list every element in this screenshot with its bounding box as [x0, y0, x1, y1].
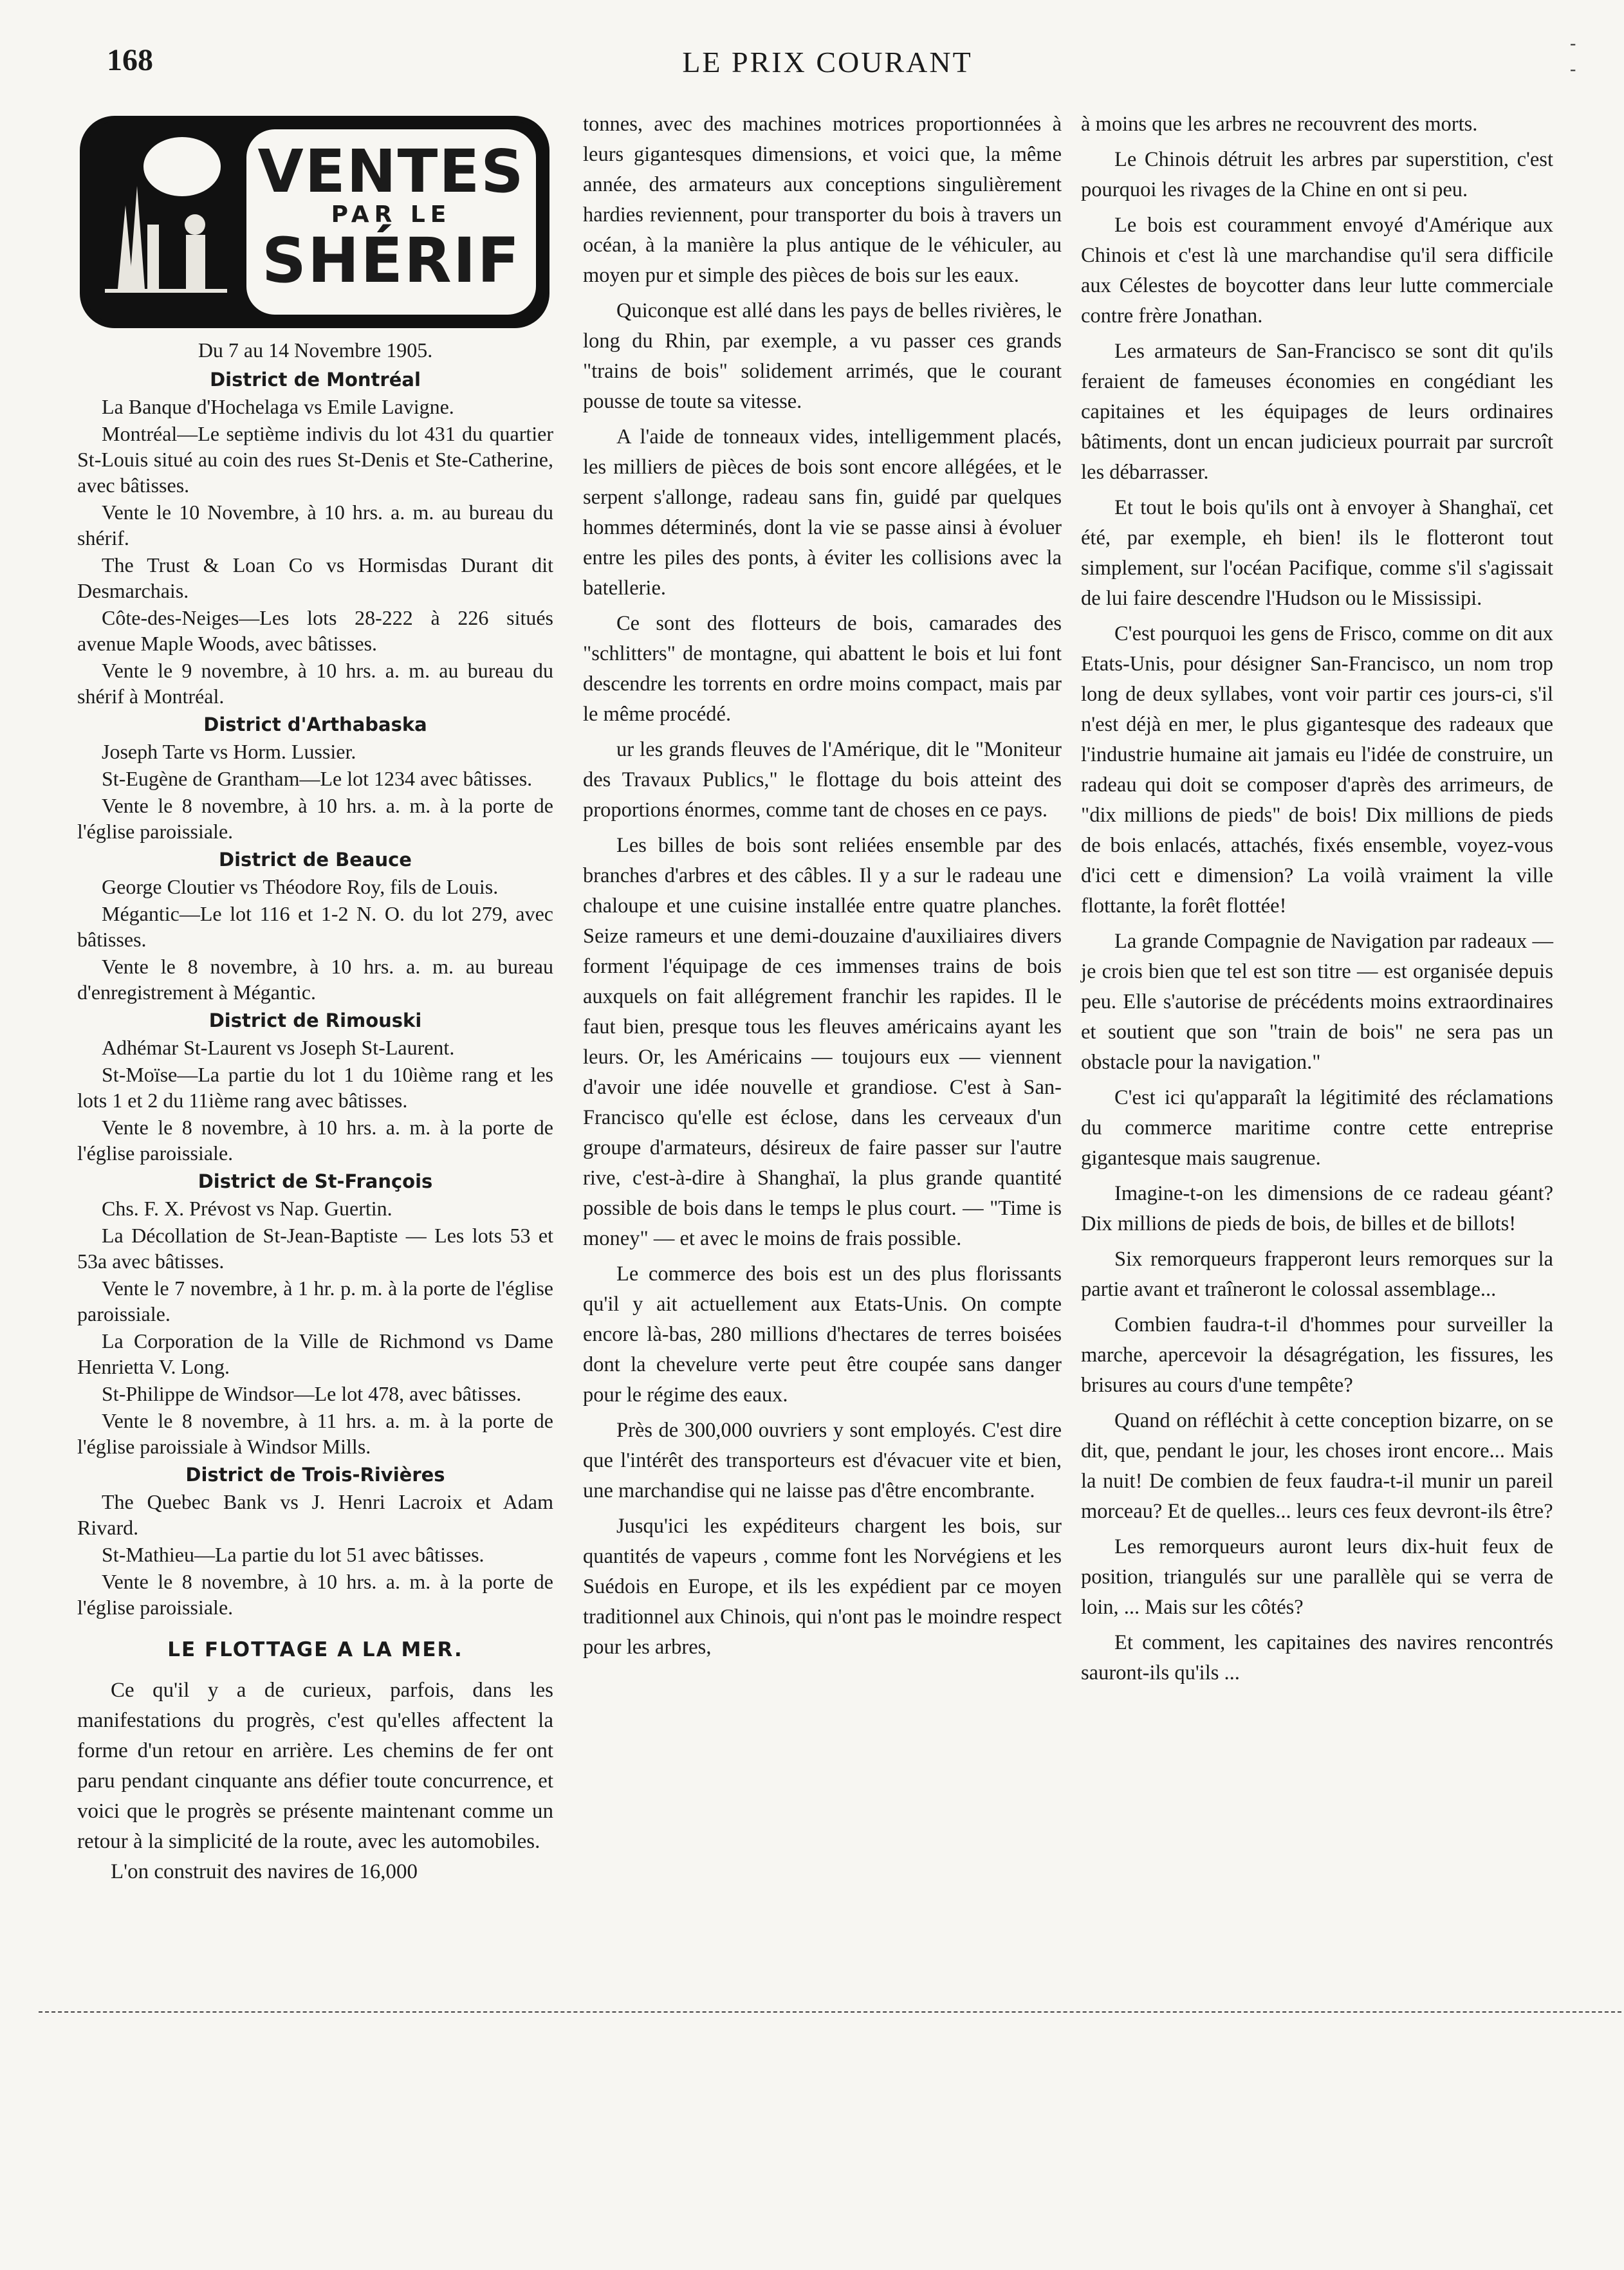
- district-heading: District d'Arthabaska: [203, 714, 427, 735]
- sale-paragraph: Vente le 8 novembre, à 10 hrs. a. m. à la porte de l'église paroissiale.: [77, 1570, 553, 1619]
- sale-paragraph: St-Philippe de Windsor—Le lot 478, avec bâtisses.: [102, 1382, 522, 1405]
- article-paragraph: C'est ici qu'apparaît la légitimité des réclamations du commerce maritime contre cette entreprise gigantesque mais saugrenue.: [1081, 1086, 1553, 1170]
- article-paragraph: Les billes de bois sont reliées ensemble par des branches d'arbres et des câbles. Il y a sur le radeau une chaloupe et une cuisine installée entre quatre planches. Seize rameurs et une demi-douzaine d'auxiliaires divers forment l'équipage de ces immenses trains de bois auxquels on fait allégrement franchir les rapides. Il le faut bien, presque tous les fleuves américains ayant les leurs. Or, les Américains — toujours eux — viennent d'avoir une idée nouvelle et grandiose. C'est à San-Francisco qu'elle est éclose, dans les cerveaux d'un groupe d'armateurs, désireux de faire passer sur l'autre rive, c'est-à-dire à Shanghaï, la plus grande quantité possible de bois dans le temps le plus court. — "Time is money" — et avec le moins de frais possible.: [583, 834, 1062, 1250]
- article-paragraph: Le commerce des bois est un des plus florissants qu'il y ait actuellement aux Etats-Unis. On compte encore là-bas, 280 millions d'hectares de terres boisées dont la chevelure verte peut être coupée sans danger pour le régime des eaux.: [583, 1262, 1062, 1407]
- article-paragraph: A l'aide de tonneaux vides, intelligemment placés, les milliers de pièces de bois sont encore allégées, et le serpent s'allonge, radeau sans fin, guidé par quelques hommes déterminés, dont la vie se passe ainsi à évoluer entre les piles des ponts, à éviter les collisions avec la batellerie.: [583, 425, 1062, 600]
- date-line: Du 7 au 14 Novembre 1905.: [198, 338, 433, 362]
- article-paragraph: Les armateurs de San-Francisco se sont dit qu'ils feraient de fameuses économies en congédiant les capitaines et les équipages de leurs ordinaires bâtiments, dont un encan judicieux pourrait par surcroît les débarrasser.: [1081, 340, 1553, 484]
- sale-paragraph: La Banque d'Hochelaga vs Emile Lavigne.: [102, 395, 454, 418]
- column-2: [583, 109, 1062, 1668]
- article-paragraph: Ce qu'il y a de curieux, parfois, dans les manifestations du progrès, c'est qu'elles affectent la forme d'un retour en arrière. Les chemins de fer ont paru pendant cinquante ans défier toute concurrence, et voici que le progrès se présente maintenant comme un retour à la simplicité de la route, avec les automobiles.: [77, 1679, 553, 1853]
- column-1: [77, 116, 553, 1887]
- sale-paragraph: St-Mathieu—La partie du lot 51 avec bâtisses.: [102, 1543, 484, 1566]
- sale-paragraph: Montréal—Le septième indivis du lot 431 du quartier St-Louis situé au coin des rues St-Denis et Ste-Catherine, avec bâtisses.: [77, 422, 553, 497]
- article-paragraph: Quand on réfléchit à cette conception bizarre, on se dit, que, pendant le jour, les choses iront encore... Mais la nuit! De combien de feux faudra-t-il munir un pareil morceau? Et de quelles... leurs ces feux devront-ils être?: [1081, 1409, 1553, 1523]
- article-paragraph: La grande Compagnie de Navigation par radeaux — je crois bien que tel est son titre — est organisée depuis peu. Elle s'autorise de précédents moins extraordinaires et soutient que son "train de bois" ne sera pas un obstacle pour la navigation.": [1081, 930, 1553, 1074]
- sale-paragraph: Chs. F. X. Prévost vs Nap. Guertin.: [102, 1197, 392, 1220]
- district-heading: District de Trois-Rivières: [185, 1464, 445, 1486]
- article-paragraph: Près de 300,000 ouvriers y sont employés. C'est dire que l'intérêt des transporteurs est d'évacuer vite et bien, une marchandise qui ne laisse pas d'être encombrante.: [583, 1419, 1062, 1502]
- district-heading: District de Beauce: [219, 849, 412, 871]
- banner-title-box: [246, 129, 536, 315]
- sale-paragraph: Vente le 8 novembre, à 10 hrs. a. m. au bureau d'enregistrement à Mégantic.: [77, 955, 553, 1004]
- sale-paragraph: Joseph Tarte vs Horm. Lussier.: [102, 740, 356, 763]
- banner-line-2: PAR LE: [331, 201, 452, 228]
- district-heading: District de Montréal: [210, 369, 421, 391]
- article-paragraph: Et comment, les capitaines des navires rencontrés sauront-ils qu'ils ...: [1081, 1631, 1553, 1684]
- sale-paragraph: Vente le 8 novembre, à 11 hrs. a. m. à la porte de l'église paroissiale à Windsor Mills.: [77, 1409, 553, 1458]
- fold-line: [39, 2011, 1621, 2013]
- sale-paragraph: The Trust & Loan Co vs Hormisdas Durant dit Desmarchais.: [77, 553, 553, 602]
- sale-paragraph: Vente le 7 novembre, à 1 hr. p. m. à la porte de l'église paroissiale.: [77, 1277, 553, 1325]
- article-paragraph: tonnes, avec des machines motrices proportionnées à leurs gigantesques dimensions, et voici que, la même année, des armateurs aux conceptions singulièrement hardies reviennent, pour transporter du bois à travers un océan, à la manière la plus antique de le véhiculer, au moyen pur et simple des pièces de bois sur les eaux.: [583, 113, 1062, 287]
- sheriff-sales-banner: [80, 116, 549, 328]
- article-paragraph: L'on construit des navires de 16,000: [111, 1860, 418, 1883]
- article-paragraph: ur les grands fleuves de l'Amérique, dit le "Moniteur des Travaux Publics," le flottage du bois atteint des proportions énormes, comme tant de choses en ce pays.: [583, 738, 1062, 822]
- column-3: [1081, 109, 1553, 1693]
- article-paragraph: C'est pourquoi les gens de Frisco, comme on dit aux Etats-Unis, pour désigner San-Francisco, un nom trop long de deux syllabes, vont voir partir ces jours-ci, s'il n'est déjà en mer, le plus gigantesque des radeaux que l'industrie humaine ait jamais eu l'idée de construire, un radeau qui doit se composer d'après des arrimeurs, de "dix millions de pieds" de bois! Dix millions de pieds de bois enlacés, attachés, fixés ensemble, voyez-vous d'ici cett e dimension? La voilà vraiment la ville flottante, la forêt flottée!: [1081, 622, 1553, 918]
- district-heading: District de Rimouski: [208, 1010, 422, 1031]
- article-paragraph: Le Chinois détruit les arbres par superstition, c'est pourquoi les rivages de la Chine en ont si peu.: [1081, 148, 1553, 201]
- cathedral-illustration-icon: [92, 128, 240, 316]
- district-heading: District de St-François: [198, 1170, 433, 1192]
- journal-title: LE PRIX COURANT: [682, 46, 973, 78]
- article-paragraph: Le bois est couramment envoyé d'Amérique aux Chinois et c'est là une marchandise qu'il sera difficile aux Célestes de boycotter dans leur lutte commerciale contre frère Jonathan.: [1081, 214, 1553, 328]
- sale-paragraph: La Décollation de St-Jean-Baptiste — Les lots 53 et 53a avec bâtisses.: [77, 1224, 553, 1273]
- sale-paragraph: Adhémar St-Laurent vs Joseph St-Laurent.: [102, 1036, 455, 1059]
- sale-paragraph: Vente le 8 novembre, à 10 hrs. a. m. à la porte de l'église paroissiale.: [77, 1116, 553, 1165]
- article-paragraph: Six remorqueurs frapperont leurs remorques sur la partie avant et traîneront le colossal assemblage...: [1081, 1248, 1553, 1301]
- article-title: LE FLOTTAGE A LA MER.: [167, 1638, 463, 1661]
- banner-line-3: SHÉRIF: [261, 225, 521, 297]
- article-paragraph: Les remorqueurs auront leurs dix-huit feux de position, triangulés sur une parallèle qui se verra de loin, ... Mais sur les côtés?: [1081, 1535, 1553, 1619]
- sale-paragraph: Vente le 8 novembre, à 10 hrs. a. m. à la porte de l'église paroissiale.: [77, 794, 553, 843]
- sale-paragraph: Côte-des-Neiges—Les lots 28-222 à 226 situés avenue Maple Woods, avec bâtisses.: [77, 606, 553, 655]
- page-header: [107, 42, 1548, 84]
- sale-paragraph: Vente le 10 Novembre, à 10 hrs. a. m. au bureau du shérif.: [77, 501, 553, 549]
- sale-paragraph: The Quebec Bank vs J. Henri Lacroix et Adam Rivard.: [77, 1490, 553, 1539]
- edge-mark: -: [1570, 59, 1576, 79]
- sale-paragraph: St-Moïse—La partie du lot 1 du 10ième rang et les lots 1 et 2 du 11ième rang avec bâtisses.: [77, 1063, 553, 1112]
- article-paragraph: à moins que les arbres ne recouvrent des morts.: [1081, 113, 1478, 136]
- article-paragraph: Combien faudra-t-il d'hommes pour surveiller la marche, apercevoir la désagrégation, les fissures, les brisures au cours d'une tempête?: [1081, 1313, 1553, 1397]
- sale-paragraph: George Cloutier vs Théodore Roy, fils de Louis.: [102, 875, 499, 898]
- article-paragraph: Ce sont des flotteurs de bois, camarades des "schlitters" de montagne, qui abattent le bois et lui font descendre les torrents en ordre moins compact, mais par le même procédé.: [583, 612, 1062, 726]
- article-paragraph: Et tout le bois qu'ils ont à envoyer à Shanghaï, cet été, par exemple, eh bien! ils le flotteront tout simplement, sur l'océan Pacifique, comme s'il s'agissait de lui faire descendre l'Hudson ou le Mississipi.: [1081, 496, 1553, 610]
- banner-line-1: VENTES: [257, 137, 525, 206]
- edge-mark: -: [1570, 33, 1576, 53]
- page-number: 168: [107, 43, 153, 77]
- sale-paragraph: St-Eugène de Grantham—Le lot 1234 avec bâtisses.: [102, 767, 533, 790]
- article-paragraph: Jusqu'ici les expéditeurs chargent les bois, sur quantités de vapeurs , comme font les Norvégiens et les Suédois en Europe, et ils les expédient par ce moyen traditionnel aux Chinois, qui n'ont pas le moindre respect pour les arbres,: [583, 1515, 1062, 1659]
- sale-paragraph: La Corporation de la Ville de Richmond vs Dame Henrietta V. Long.: [77, 1329, 553, 1378]
- article-paragraph: Quiconque est allé dans les pays de belles rivières, le long du Rhin, par exemple, a vu passer ces grands "trains de bois" solidement arrimés, que le courant pousse de toute sa vitesse.: [583, 299, 1062, 413]
- article-start: [77, 1675, 553, 1887]
- article-paragraph: Imagine-t-on les dimensions de ce radeau géant? Dix millions de pieds de bois, de billes et de billots!: [1081, 1182, 1553, 1235]
- sale-paragraph: Vente le 9 novembre, à 10 hrs. a. m. au bureau du shérif à Montréal.: [77, 659, 553, 708]
- sale-paragraph: Mégantic—Le lot 116 et 1-2 N. O. du lot 279, avec bâtisses.: [77, 902, 553, 951]
